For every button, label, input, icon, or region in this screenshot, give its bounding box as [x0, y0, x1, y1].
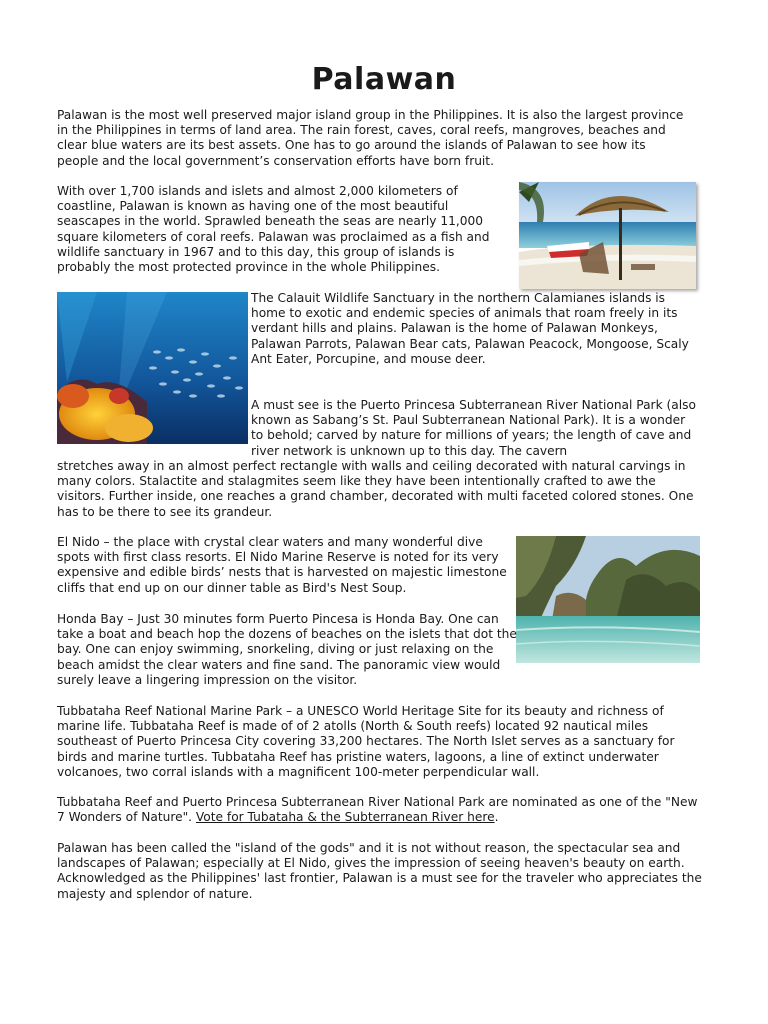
beach-umbrella-photo — [519, 182, 696, 289]
underground-river-paragraph-end: stretches away in an almost perfect rectangle with walls and ceiling decorated with natural carvings in many colors. Stalactite and stalagmites seem like they have been intentionally crafted to awe the visitors. Further inside, one reaches a grand chamber, decorated with multi faceted colored stones. One has to be there to see its grandeur. — [57, 459, 694, 519]
nomination-text: Tubbataha Reef and Puerto Princesa Subterranean River National Park are nominated as one of the "New 7 Wonders of Nature". — [57, 795, 698, 825]
calauit-paragraph: The Calauit Wildlife Sanctuary in the northern Calamianes islands is home to exotic and endemic species of animals that roam freely in its verdant hills and plains. Palawan is the home of Palawan Monkeys, Palawan Parrots, Palawan Bear cats, Palawan Peacock, Mongoose, Scaly Ant Eater, Porcupine, and mouse deer. — [251, 291, 689, 366]
nomination-end: . — [494, 810, 499, 825]
el-nido-lagoon-photo — [516, 536, 700, 663]
el-nido-paragraph: El Nido – the place with crystal clear waters and many wonderful dive spots with first class resorts. El Nido Marine Reserve is noted for its very expensive and edible birds’ nests that is harvested on majestic limestone cliffs that end up on our dinner table as Bird's Nest Soup. — [57, 535, 507, 595]
underground-river-paragraph-start: A must see is the Puerto Princesa Subterranean River National Park (also known as Sabang’s St. Paul Subterranean National Park). It is a wonder to behold; carved by nature for millions of years; the length of cave and river network is unknown up to this day. The cavern — [251, 398, 696, 458]
page-title: Palawan — [311, 62, 457, 97]
coral-reef-photo — [57, 292, 248, 444]
tubbataha-paragraph: Tubbataha Reef National Marine Park – a UNESCO World Heritage Site for its beauty and richness of marine life. Tubbataha Reef is made of of 2 atolls (North & South reefs) located 92 nautical miles southeast of Puerto Princesa City covering 33,200 hectares. The North Islet serves as a sanctuary for birds and marine turtles. Tubbataha Reef has pristine waters, lagoons, a line of extinct underwater volcanoes, two corral islands with a magnificent 100-meter perpendicular wall. — [57, 704, 675, 779]
honda-bay-paragraph: Honda Bay – Just 30 minutes form Puerto Pincesa is Honda Bay. One can take a boat and beach hop the dozens of beaches on the islets that dot the bay. One can enjoy swimming, snorkeling, diving or just relaxing on the beach amidst the clear waters and fine sand. The panoramic view would surely leave a lingering impression on the visitor. — [57, 612, 517, 687]
intro-paragraph: Palawan is the most well preserved major island group in the Philippines. It is also the largest province in the Philippines in terms of land area. The rain forest, caves, coral reefs, mangroves, beaches and clear blue waters are its best assets. One has to go around the islands of Palawan to see how its people and the local government’s conservation efforts have born fruit. — [57, 108, 684, 168]
closing-paragraph: Palawan has been called the "island of the gods" and it is not without reason, the spectacular sea and landscapes of Palawan; especially at El Nido, gives the impression of seeing heaven's beauty on earth. Acknowledged as the Philippines' last frontier, Palawan is a must see for the traveler who appreciates the majesty and splendor of nature. — [57, 841, 702, 901]
vote-link[interactable]: Vote for Tubataha & the Subterranean River here — [195, 810, 495, 825]
nomination-paragraph — [57, 795, 703, 825]
coastline-paragraph: With over 1,700 islands and islets and almost 2,000 kilometers of coastline, Palawan is known as having one of the most beautiful seascapes in the world. Sprawled beneath the seas are nearly 11,000 square kilometers of coral reefs. Palawan was proclaimed as a fish and wildlife sanctuary in 1967 and to this day, this group of islands is probably the most protected province in the whole Philippines. — [57, 184, 490, 275]
